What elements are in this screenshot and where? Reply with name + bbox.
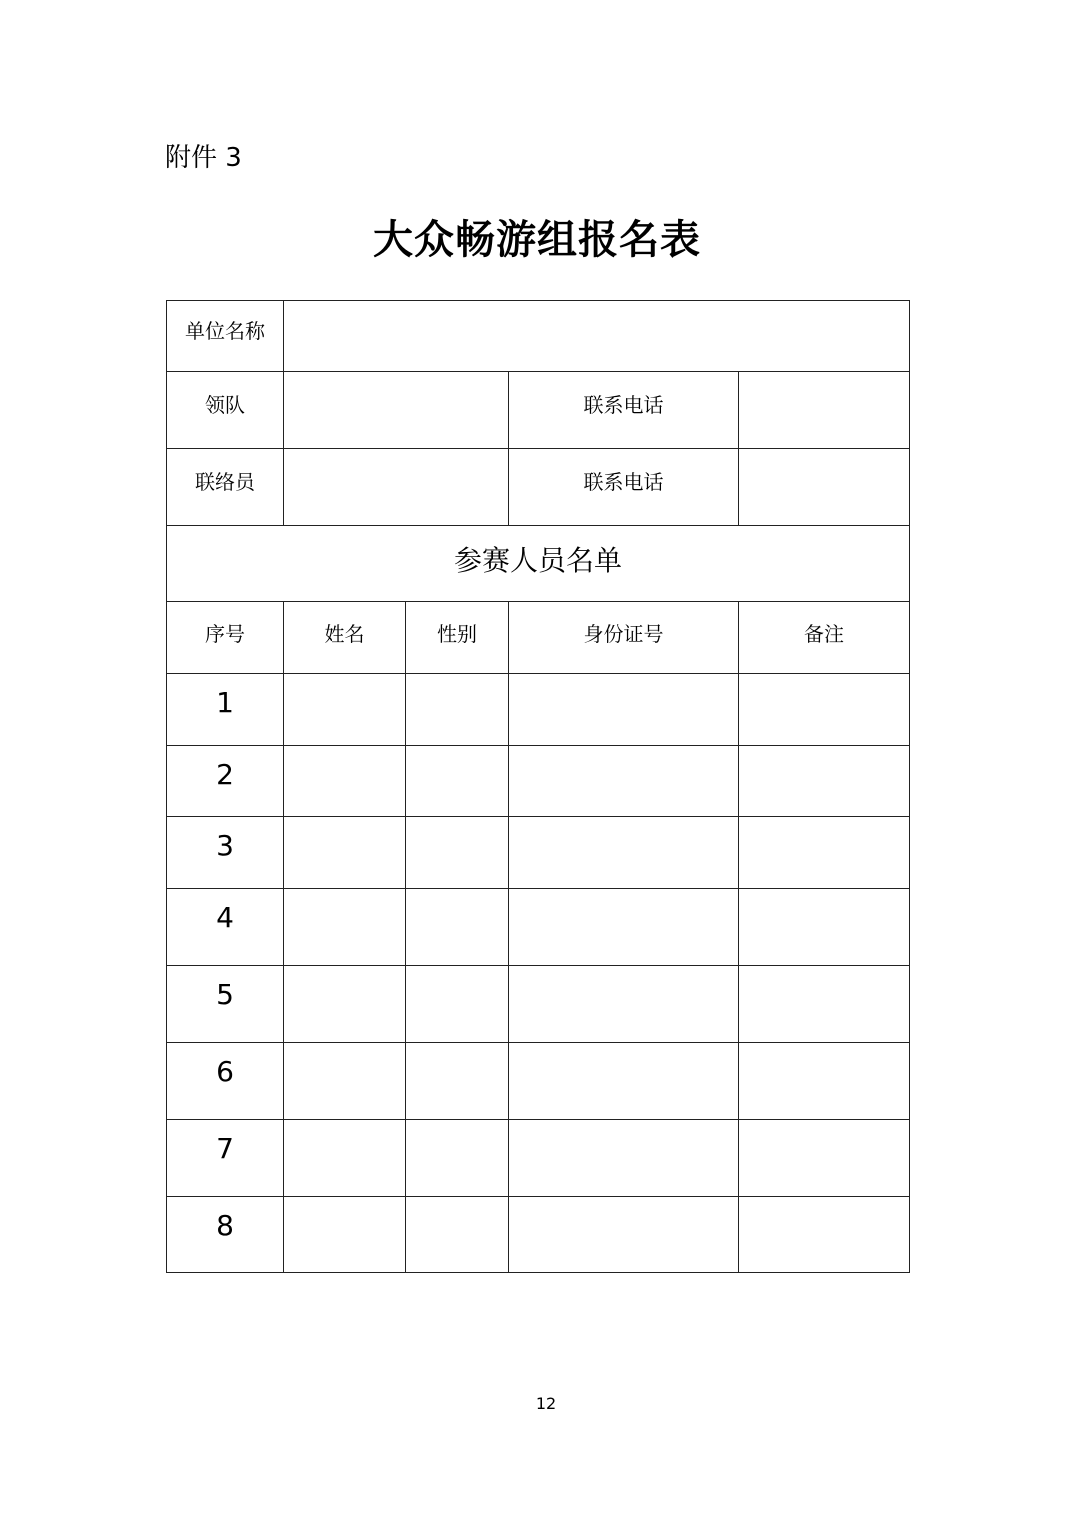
row-number: 3 [167, 817, 284, 889]
remarks-cell[interactable] [739, 889, 910, 966]
leader-row [167, 372, 910, 449]
column-header-name: 姓名 [284, 602, 406, 674]
table-row [167, 966, 910, 1043]
document-title: 大众畅游组报名表 [373, 216, 701, 263]
liaison-field[interactable] [284, 449, 509, 526]
remarks-cell[interactable] [739, 1197, 910, 1273]
liaison-row [167, 449, 910, 526]
section-row [167, 526, 910, 602]
table-row [167, 1043, 910, 1120]
column-header-index: 序号 [167, 602, 284, 674]
liaison-phone-field[interactable] [739, 449, 910, 526]
attachment-label: 附件 3 [165, 143, 242, 173]
remarks-cell[interactable] [739, 1043, 910, 1120]
remarks-cell[interactable] [739, 1120, 910, 1197]
row-number: 2 [167, 746, 284, 817]
id-number-cell[interactable] [509, 674, 739, 746]
leader-phone-field[interactable] [739, 372, 910, 449]
id-number-cell[interactable] [509, 889, 739, 966]
gender-cell[interactable] [406, 966, 509, 1043]
table-row [167, 674, 910, 746]
remarks-cell[interactable] [739, 746, 910, 817]
name-cell[interactable] [284, 1043, 406, 1120]
gender-cell[interactable] [406, 817, 509, 889]
unit-name-row [167, 301, 910, 372]
row-number: 1 [167, 674, 284, 746]
remarks-cell[interactable] [739, 817, 910, 889]
gender-cell[interactable] [406, 1043, 509, 1120]
name-cell[interactable] [284, 674, 406, 746]
name-cell[interactable] [284, 1120, 406, 1197]
table-row [167, 889, 910, 966]
id-number-cell[interactable] [509, 966, 739, 1043]
leader-field[interactable] [284, 372, 509, 449]
table-row [167, 1197, 910, 1273]
name-cell[interactable] [284, 817, 406, 889]
unit-name-field[interactable] [284, 301, 910, 372]
unit-name-label: 单位名称 [167, 301, 284, 372]
gender-cell[interactable] [406, 746, 509, 817]
registration-form-table [166, 300, 910, 1273]
name-cell[interactable] [284, 1197, 406, 1273]
remarks-cell[interactable] [739, 674, 910, 746]
roster-section-title: 参赛人员名单 [167, 526, 910, 602]
roster-header-row [167, 602, 910, 674]
id-number-cell[interactable] [509, 746, 739, 817]
row-number: 6 [167, 1043, 284, 1120]
table-row [167, 1120, 910, 1197]
gender-cell[interactable] [406, 674, 509, 746]
remarks-cell[interactable] [739, 966, 910, 1043]
page-number: 12 [535, 1394, 557, 1413]
row-number: 4 [167, 889, 284, 966]
leader-phone-label: 联系电话 [509, 372, 739, 449]
name-cell[interactable] [284, 889, 406, 966]
liaison-label: 联络员 [167, 449, 284, 526]
leader-label: 领队 [167, 372, 284, 449]
column-header-id-number: 身份证号 [509, 602, 739, 674]
row-number: 7 [167, 1120, 284, 1197]
id-number-cell[interactable] [509, 1120, 739, 1197]
column-header-gender: 性别 [406, 602, 509, 674]
gender-cell[interactable] [406, 1120, 509, 1197]
id-number-cell[interactable] [509, 817, 739, 889]
liaison-phone-label: 联系电话 [509, 449, 739, 526]
table-row [167, 746, 910, 817]
gender-cell[interactable] [406, 1197, 509, 1273]
gender-cell[interactable] [406, 889, 509, 966]
row-number: 5 [167, 966, 284, 1043]
id-number-cell[interactable] [509, 1043, 739, 1120]
name-cell[interactable] [284, 746, 406, 817]
id-number-cell[interactable] [509, 1197, 739, 1273]
row-number: 8 [167, 1197, 284, 1273]
name-cell[interactable] [284, 966, 406, 1043]
table-row [167, 817, 910, 889]
column-header-remarks: 备注 [739, 602, 910, 674]
